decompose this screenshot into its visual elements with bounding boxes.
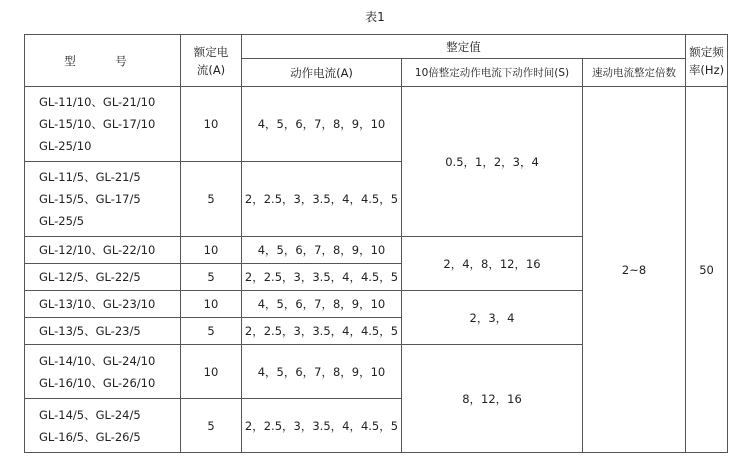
- header-rated-frequency: 额定频 率(Hz): [686, 35, 728, 87]
- action-current-cell: 4，5，6，7，8，9，10: [242, 345, 402, 399]
- model-cell: GL-11/5、GL-21/5 GL-15/5、GL-17/5 GL-25/5: [25, 162, 181, 237]
- header-rated-current: 额定电 流(A): [181, 35, 242, 87]
- header-quick-multiple: 速动电流整定倍数: [583, 59, 686, 87]
- current-cell: 10: [181, 345, 242, 399]
- header-setting-value: 整定值: [242, 35, 686, 59]
- action-time-cell: 2，3，4: [402, 291, 583, 345]
- current-cell: 5: [181, 318, 242, 345]
- table-row: [25, 87, 728, 162]
- action-current-cell: 2，2.5，3，3.5，4，4.5，5: [242, 162, 402, 237]
- action-current-cell: 4，5，6，7，8，9，10: [242, 87, 402, 162]
- action-time-cell: 2，4，8，12，16: [402, 237, 583, 291]
- model-cell: GL-11/10、GL-21/10 GL-15/10、GL-17/10 GL-25/10: [25, 87, 181, 162]
- model-cell: GL-14/10、GL-24/10 GL-16/10、GL-26/10: [25, 345, 181, 399]
- frequency-cell: 50: [686, 87, 728, 453]
- model-cell: GL-14/5、GL-24/5 GL-16/5、GL-26/5: [25, 399, 181, 453]
- action-current-cell: 2，2.5，3，3.5，4，4.5，5: [242, 318, 402, 345]
- action-current-cell: 4，5，6，7，8，9，10: [242, 291, 402, 318]
- current-cell: 5: [181, 264, 242, 291]
- quick-multiple-cell: 2~8: [583, 87, 686, 453]
- header-action-time: 10倍整定动作电流下动作时间(S): [402, 59, 583, 87]
- current-cell: 10: [181, 87, 242, 162]
- current-cell: 10: [181, 237, 242, 264]
- current-cell: 5: [181, 162, 242, 237]
- action-current-cell: 4，5，6，7，8，9，10: [242, 237, 402, 264]
- table-caption: 表1: [365, 10, 385, 24]
- action-current-cell: 2，2.5，3，3.5，4，4.5，5: [242, 399, 402, 453]
- model-cell: GL-12/10、GL-22/10: [25, 237, 181, 264]
- action-time-cell: 8，12，16: [402, 345, 583, 453]
- current-cell: 5: [181, 399, 242, 453]
- current-cell: 10: [181, 291, 242, 318]
- action-current-cell: 2，2.5，3，3.5，4，4.5，5: [242, 264, 402, 291]
- header-action-current: 动作电流(A): [242, 59, 402, 87]
- relay-spec-table: [24, 34, 728, 453]
- model-cell: GL-13/10、GL-23/10: [25, 291, 181, 318]
- model-cell: GL-13/5、GL-23/5: [25, 318, 181, 345]
- model-cell: GL-12/5、GL-22/5: [25, 264, 181, 291]
- header-model: 型 号: [25, 35, 181, 87]
- action-time-cell: 0.5，1，2，3，4: [402, 87, 583, 237]
